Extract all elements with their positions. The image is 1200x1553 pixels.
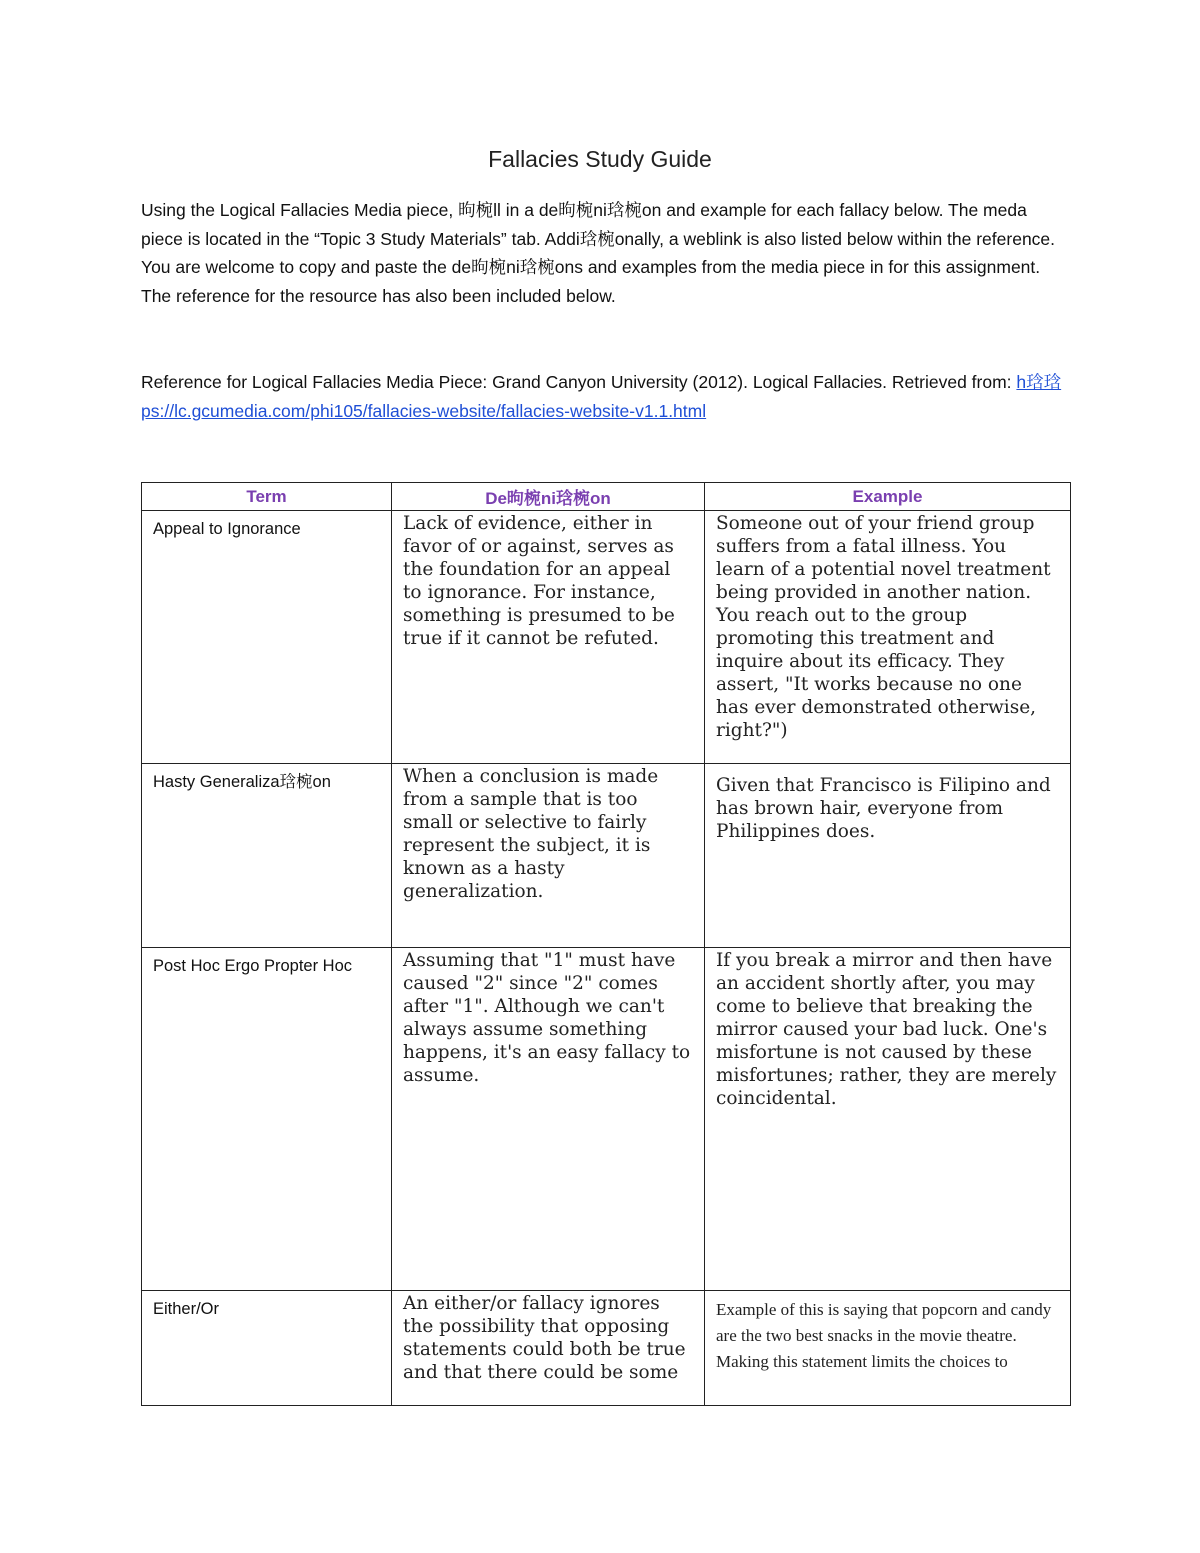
term-cell: Hasty Generaliza琀椀on: [142, 764, 392, 948]
example-cell: Example of this is saying that popcorn and candy are the two best snacks in the movie theatre. Making this statement limits the choices to: [705, 1291, 1071, 1406]
definition-cell: An either/or fallacy ignores the possibility that opposing statements could both be true and that there could be some: [392, 1291, 705, 1406]
header-example: Example: [705, 483, 1071, 511]
definition-cell: When a conclusion is made from a sample that is too small or selective to fairly represent the subject, it is known as a hasty generalization.: [392, 764, 705, 948]
header-term: Term: [142, 483, 392, 511]
table-row: [142, 764, 1071, 948]
reference-paragraph: [141, 368, 1071, 425]
definition-cell: Lack of evidence, either in favor of or against, serves as the foundation for an appeal to ignorance. For instance, something is presumed to be true if it cannot be refuted.: [392, 511, 705, 764]
reference-label: Reference for Logical Fallacies Media Piece: Grand Canyon University (2012). Logical Fallacies. Retrieved from:: [141, 372, 1012, 392]
example-cell: If you break a mirror and then have an accident shortly after, you may come to believe that breaking the mirror caused your bad luck. One's misfortune is not caused by these misfortunes; rather, they are merely coincidental.: [705, 948, 1071, 1291]
page-title: Fallacies Study Guide: [488, 146, 712, 172]
term-cell: Post Hoc Ergo Propter Hoc: [142, 948, 392, 1291]
table-row: [142, 948, 1071, 1291]
table-row: [142, 1291, 1071, 1406]
table-header-row: [142, 483, 1071, 511]
term-cell: Either/Or: [142, 1291, 392, 1406]
table-row: [142, 511, 1071, 764]
fallacies-table: [141, 482, 1071, 1406]
term-cell: Appeal to Ignorance: [142, 511, 392, 764]
definition-cell: Assuming that "1" must have caused "2" since "2" comes after "1". Although we can't always assume something happens, it's an easy fallacy to assume.: [392, 948, 705, 1291]
instructions-paragraph: Using the Logical Fallacies Media piece, 昫椀ll in a de昫椀ni琀椀on and example for each fallacy below. The meda piece is located in the “Topic 3 Study Materials” tab. Addi琀椀onally, a weblink is also listed below within the reference. You are welcome to copy and paste the de昫椀ni琀椀ons and examples from the media piece in for this assignment. The reference for the resource has also been included below.: [141, 200, 1056, 306]
example-cell: Given that Francisco is Filipino and has brown hair, everyone from Philippines does.: [705, 764, 1071, 948]
header-definition: De昫椀ni琀椀on: [392, 483, 705, 511]
reference-link[interactable]: h琀琀ps://lc.gcumedia.com/phi105/fallacies-website/fallacies-website-v1.1.html: [141, 372, 1062, 421]
example-cell: Someone out of your friend group suffers from a fatal illness. You learn of a potential novel treatment being provided in another nation. You reach out to the group promoting this treatment and inquire about its efficacy. They assert, "It works because no one has ever demonstrated otherwise, right?"): [705, 511, 1071, 764]
